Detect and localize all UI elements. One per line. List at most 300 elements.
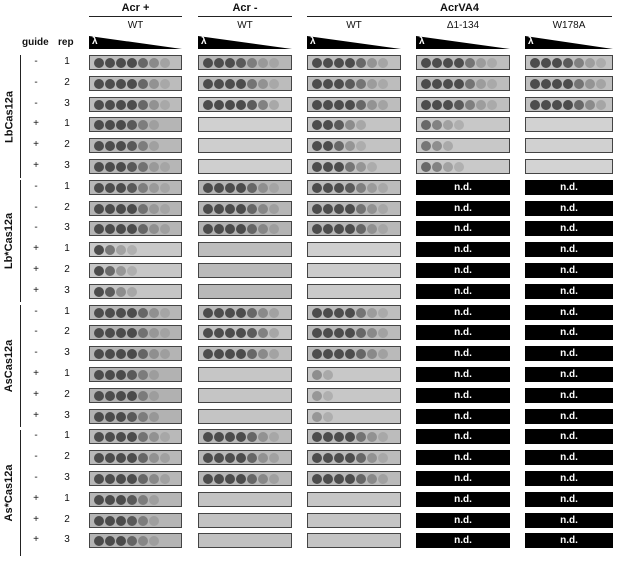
lambda-symbol: λ [310, 36, 316, 47]
plaque-assay-strip [89, 138, 182, 153]
plaque-spot [334, 204, 344, 214]
plaque-spot [105, 100, 115, 110]
not-determined-cell: n.d. [416, 409, 510, 424]
plaque-spot [160, 183, 170, 193]
not-determined-cell: n.d. [416, 242, 510, 257]
rep-number: 2 [64, 264, 70, 275]
plaque-spot [94, 120, 104, 130]
plaque-assay-strip [307, 429, 401, 444]
plaque-spot [247, 183, 257, 193]
plaque-assay-strip [198, 346, 292, 361]
group-header-acr-minus: Acr - [232, 2, 258, 14]
plaque-spot [149, 453, 159, 463]
plaque-spot [345, 120, 355, 130]
plaque-assay-strip [525, 117, 613, 132]
plaque-spot [116, 79, 126, 89]
plaque-spot [127, 516, 137, 526]
plaque-spot [258, 432, 268, 442]
plaque-assay-strip [416, 117, 510, 132]
not-determined-cell: n.d. [416, 492, 510, 507]
plaque-assay-strip [89, 450, 182, 465]
plaque-spot [203, 349, 213, 359]
guide-sign: - [34, 451, 38, 462]
lambda-dilution-wedge [416, 36, 510, 49]
rep-number: 1 [64, 368, 70, 379]
plaque-assay-strip [198, 242, 292, 257]
guide-sign: + [33, 285, 39, 296]
plaque-spot [247, 432, 257, 442]
plaque-spot [138, 516, 148, 526]
not-determined-cell: n.d. [416, 367, 510, 382]
plaque-assay-strip [307, 325, 401, 340]
plaque-spot [323, 79, 333, 89]
plaque-spot [160, 58, 170, 68]
guide-sign: - [34, 222, 38, 233]
guide-sign: - [34, 202, 38, 213]
plaque-assay-strip [307, 284, 401, 299]
plaque-spot [225, 308, 235, 318]
plaque-spot [443, 120, 453, 130]
plaque-spot [149, 536, 159, 546]
plaque-spot [138, 183, 148, 193]
plaque-spot [367, 349, 377, 359]
rep-number: 3 [64, 160, 70, 171]
plaque-spot [236, 100, 246, 110]
plaque-spot [94, 224, 104, 234]
plaque-assay-strip [198, 117, 292, 132]
plaque-spot [596, 79, 606, 89]
rep-number: 1 [64, 118, 70, 129]
plaque-spot [214, 328, 224, 338]
plaque-spot [149, 516, 159, 526]
plaque-spot [345, 100, 355, 110]
plaque-spot [138, 495, 148, 505]
plaque-spot [236, 474, 246, 484]
plaque-spot [585, 100, 595, 110]
plaque-spot [334, 162, 344, 172]
plaque-spot [149, 79, 159, 89]
plaque-spot [356, 474, 366, 484]
protein-group-bracket [20, 305, 21, 427]
plaque-spot [105, 536, 115, 546]
plaque-spot [127, 536, 137, 546]
plaque-spot [116, 432, 126, 442]
plaque-spot [236, 453, 246, 463]
plaque-spot [465, 100, 475, 110]
plaque-spot [149, 474, 159, 484]
plaque-spot [258, 474, 268, 484]
plaque-assay-strip [307, 138, 401, 153]
plaque-spot [236, 204, 246, 214]
plaque-assay-strip [198, 367, 292, 382]
plaque-spot [432, 141, 442, 151]
plaque-spot [127, 370, 137, 380]
plaque-spot [378, 474, 388, 484]
not-determined-cell: n.d. [525, 284, 613, 299]
plaque-spot [269, 183, 279, 193]
plaque-spot [116, 412, 126, 422]
plaque-spot [247, 79, 257, 89]
plaque-assay-strip [198, 409, 292, 424]
plaque-assay-strip [198, 450, 292, 465]
not-determined-cell: n.d. [416, 346, 510, 361]
guide-sign: - [34, 56, 38, 67]
plaque-spot [116, 162, 126, 172]
plaque-spot [247, 224, 257, 234]
plaque-spot [269, 308, 279, 318]
lambda-dilution-wedge [525, 36, 613, 49]
plaque-spot [116, 141, 126, 151]
plaque-spot [214, 100, 224, 110]
plaque-spot [443, 58, 453, 68]
plaque-assay-strip [307, 117, 401, 132]
plaque-spot [421, 162, 431, 172]
plaque-assay-strip [198, 388, 292, 403]
plaque-assay-strip [307, 450, 401, 465]
plaque-spot [203, 204, 213, 214]
plaque-spot [138, 204, 148, 214]
plaque-spot [312, 79, 322, 89]
plaque-spot [149, 412, 159, 422]
plaque-spot [225, 204, 235, 214]
plaque-spot [236, 79, 246, 89]
plaque-spot [258, 349, 268, 359]
plaque-spot [138, 474, 148, 484]
plaque-spot [247, 308, 257, 318]
plaque-spot [269, 79, 279, 89]
plaque-spot [138, 120, 148, 130]
plaque-spot [127, 204, 137, 214]
plaque-spot [258, 79, 268, 89]
protein-group-bracket [20, 430, 21, 556]
rep-number: 2 [64, 514, 70, 525]
plaque-spot [116, 224, 126, 234]
plaque-spot [94, 536, 104, 546]
plaque-spot [138, 328, 148, 338]
plaque-spot [367, 162, 377, 172]
plaque-spot [269, 349, 279, 359]
plaque-assay-strip [89, 513, 182, 528]
plaque-spot [323, 58, 333, 68]
plaque-assay-strip [198, 533, 292, 548]
plaque-spot [116, 308, 126, 318]
guide-sign: - [34, 77, 38, 88]
plaque-spot [323, 453, 333, 463]
plaque-spot [378, 349, 388, 359]
plaque-spot [476, 79, 486, 89]
plaque-spot [334, 120, 344, 130]
plaque-spot [334, 141, 344, 151]
plaque-spot [94, 204, 104, 214]
rep-number: 2 [64, 77, 70, 88]
plaque-spot [127, 266, 137, 276]
plaque-spot [149, 58, 159, 68]
col-header-3: Δ1-134 [446, 20, 480, 31]
guide-sign: - [34, 306, 38, 317]
plaque-spot [160, 453, 170, 463]
not-determined-cell: n.d. [525, 513, 613, 528]
plaque-spot [465, 79, 475, 89]
plaque-spot [356, 328, 366, 338]
plaque-spot [323, 120, 333, 130]
plaque-spot [334, 474, 344, 484]
plaque-spot [334, 328, 344, 338]
plaque-spot [345, 453, 355, 463]
plaque-spot [585, 58, 595, 68]
plaque-spot [247, 349, 257, 359]
plaque-spot [421, 141, 431, 151]
plaque-spot [541, 100, 551, 110]
plaque-spot [225, 474, 235, 484]
plaque-spot [105, 183, 115, 193]
plaque-spot [149, 391, 159, 401]
plaque-spot [94, 162, 104, 172]
plaque-assay-strip [198, 513, 292, 528]
plaque-spot [149, 349, 159, 359]
plaque-spot [269, 204, 279, 214]
plaque-spot [214, 432, 224, 442]
plaque-assay-strip [307, 201, 401, 216]
plaque-spot [258, 328, 268, 338]
plaque-spot [236, 328, 246, 338]
plaque-spot [367, 204, 377, 214]
group-underline-acrva4 [307, 16, 612, 17]
plaque-spot [149, 120, 159, 130]
plaque-spot [421, 58, 431, 68]
plaque-spot [138, 370, 148, 380]
plaque-assay-strip [307, 55, 401, 70]
plaque-assay-strip [307, 533, 401, 548]
plaque-spot [334, 100, 344, 110]
guide-sign: + [33, 514, 39, 525]
plaque-assay-strip [89, 117, 182, 132]
plaque-spot [94, 183, 104, 193]
plaque-assay-strip [89, 284, 182, 299]
not-determined-cell: n.d. [525, 388, 613, 403]
plaque-spot [214, 58, 224, 68]
plaque-spot [127, 224, 137, 234]
plaque-spot [356, 120, 366, 130]
plaque-spot [105, 370, 115, 380]
plaque-spot [345, 204, 355, 214]
plaque-spot [225, 432, 235, 442]
plaque-spot [149, 370, 159, 380]
plaque-assay-strip [89, 159, 182, 174]
guide-sign: + [33, 118, 39, 129]
plaque-assay-strip [89, 409, 182, 424]
guide-sign: + [33, 534, 39, 545]
plaque-spot [149, 100, 159, 110]
plaque-assay-strip [307, 513, 401, 528]
plaque-assay-strip [89, 492, 182, 507]
plaque-spot [127, 308, 137, 318]
plaque-spot [465, 58, 475, 68]
plaque-spot [160, 474, 170, 484]
plaque-assay-strip [198, 180, 292, 195]
plaque-spot [116, 453, 126, 463]
plaque-assay-strip [89, 55, 182, 70]
plaque-spot [345, 224, 355, 234]
rep-number: 1 [64, 430, 70, 441]
plaque-spot [334, 224, 344, 234]
plaque-assay-strip [89, 388, 182, 403]
plaque-spot [94, 474, 104, 484]
not-determined-cell: n.d. [416, 450, 510, 465]
not-determined-cell: n.d. [416, 325, 510, 340]
plaque-spot [247, 474, 257, 484]
plaque-spot [214, 349, 224, 359]
plaque-spot [312, 453, 322, 463]
rep-number: 3 [64, 534, 70, 545]
plaque-spot [94, 308, 104, 318]
plaque-spot [160, 79, 170, 89]
group-underline-acr-minus [198, 16, 292, 17]
plaque-assay-strip [89, 201, 182, 216]
plaque-spot [312, 58, 322, 68]
group-underline-acr-plus [89, 16, 182, 17]
plaque-spot [116, 536, 126, 546]
plaque-spot [432, 162, 442, 172]
plaque-spot [367, 308, 377, 318]
plaque-spot [345, 432, 355, 442]
plaque-assay-strip [198, 305, 292, 320]
plaque-spot [541, 79, 551, 89]
plaque-spot [94, 245, 104, 255]
rep-number: 2 [64, 451, 70, 462]
plaque-spot [116, 266, 126, 276]
plaque-spot [323, 349, 333, 359]
plaque-spot [323, 474, 333, 484]
plaque-assay-strip [525, 159, 613, 174]
rep-number: 1 [64, 243, 70, 254]
plaque-spot [530, 58, 540, 68]
plaque-spot [138, 224, 148, 234]
plaque-spot [138, 58, 148, 68]
plaque-spot [596, 100, 606, 110]
plaque-spot [334, 183, 344, 193]
plaque-spot [138, 100, 148, 110]
plaque-spot [203, 328, 213, 338]
col-header-4: W178A [552, 20, 586, 31]
guide-sign: + [33, 493, 39, 504]
plaque-spot [454, 162, 464, 172]
plaque-spot [378, 308, 388, 318]
plaque-spot [225, 100, 235, 110]
plaque-spot [138, 349, 148, 359]
plaque-spot [138, 391, 148, 401]
plaque-spot [323, 432, 333, 442]
plaque-assay-strip [89, 76, 182, 91]
plaque-spot [105, 162, 115, 172]
plaque-assay-strip [89, 97, 182, 112]
plaque-assay-strip [198, 76, 292, 91]
plaque-spot [552, 100, 562, 110]
plaque-spot [116, 391, 126, 401]
plaque-spot [203, 58, 213, 68]
rep-number: 2 [64, 389, 70, 400]
plaque-spot [258, 58, 268, 68]
plaque-assay-strip [89, 305, 182, 320]
plaque-spot [312, 391, 322, 401]
plaque-spot [116, 516, 126, 526]
plaque-spot [378, 58, 388, 68]
plaque-assay-strip [307, 97, 401, 112]
protein-group-label: As*Cas12a [3, 464, 15, 522]
plaque-spot [356, 349, 366, 359]
plaque-spot [138, 79, 148, 89]
plaque-spot [356, 224, 366, 234]
plaque-spot [225, 328, 235, 338]
rep-label: rep [58, 37, 74, 48]
plaque-spot [225, 58, 235, 68]
rep-number: 3 [64, 285, 70, 296]
plaque-assay-strip [198, 97, 292, 112]
not-determined-cell: n.d. [525, 429, 613, 444]
plaque-spot [116, 495, 126, 505]
plaque-spot [94, 58, 104, 68]
plaque-assay-strip [525, 97, 613, 112]
plaque-spot [356, 141, 366, 151]
plaque-spot [105, 432, 115, 442]
plaque-spot [203, 224, 213, 234]
plaque-spot [334, 79, 344, 89]
plaque-spot [574, 79, 584, 89]
plaque-spot [323, 162, 333, 172]
plaque-spot [345, 349, 355, 359]
rep-number: 3 [64, 347, 70, 358]
plaque-spot [214, 474, 224, 484]
plaque-spot [552, 79, 562, 89]
guide-sign: + [33, 264, 39, 275]
plaque-assay-strip [307, 76, 401, 91]
plaque-spot [127, 141, 137, 151]
plaque-spot [116, 245, 126, 255]
plaque-assay-strip [89, 242, 182, 257]
lambda-symbol: λ [92, 36, 98, 47]
plaque-spot [105, 495, 115, 505]
not-determined-cell: n.d. [525, 367, 613, 382]
plaque-spot [105, 224, 115, 234]
col-header-0: WT [127, 20, 144, 31]
plaque-spot [127, 79, 137, 89]
plaque-spot [312, 412, 322, 422]
plaque-spot [214, 453, 224, 463]
plaque-spot [127, 58, 137, 68]
plaque-assay-strip [525, 138, 613, 153]
plaque-spot [203, 453, 213, 463]
plaque-spot [312, 308, 322, 318]
plaque-spot [345, 328, 355, 338]
plaque-spot [541, 58, 551, 68]
plaque-spot [345, 162, 355, 172]
plaque-spot [443, 162, 453, 172]
plaque-assay-strip [89, 533, 182, 548]
lambda-symbol: λ [201, 36, 207, 47]
plaque-spot [367, 224, 377, 234]
plaque-spot [334, 308, 344, 318]
plaque-spot [160, 328, 170, 338]
plaque-spot [312, 100, 322, 110]
plaque-spot [127, 412, 137, 422]
plaque-assay-strip [307, 305, 401, 320]
plaque-spot [225, 453, 235, 463]
not-determined-cell: n.d. [416, 533, 510, 548]
plaque-spot [356, 453, 366, 463]
group-header-acrva4: AcrVA4 [440, 2, 479, 14]
plaque-assay-strip [307, 180, 401, 195]
plaque-spot [345, 308, 355, 318]
plaque-spot [323, 328, 333, 338]
